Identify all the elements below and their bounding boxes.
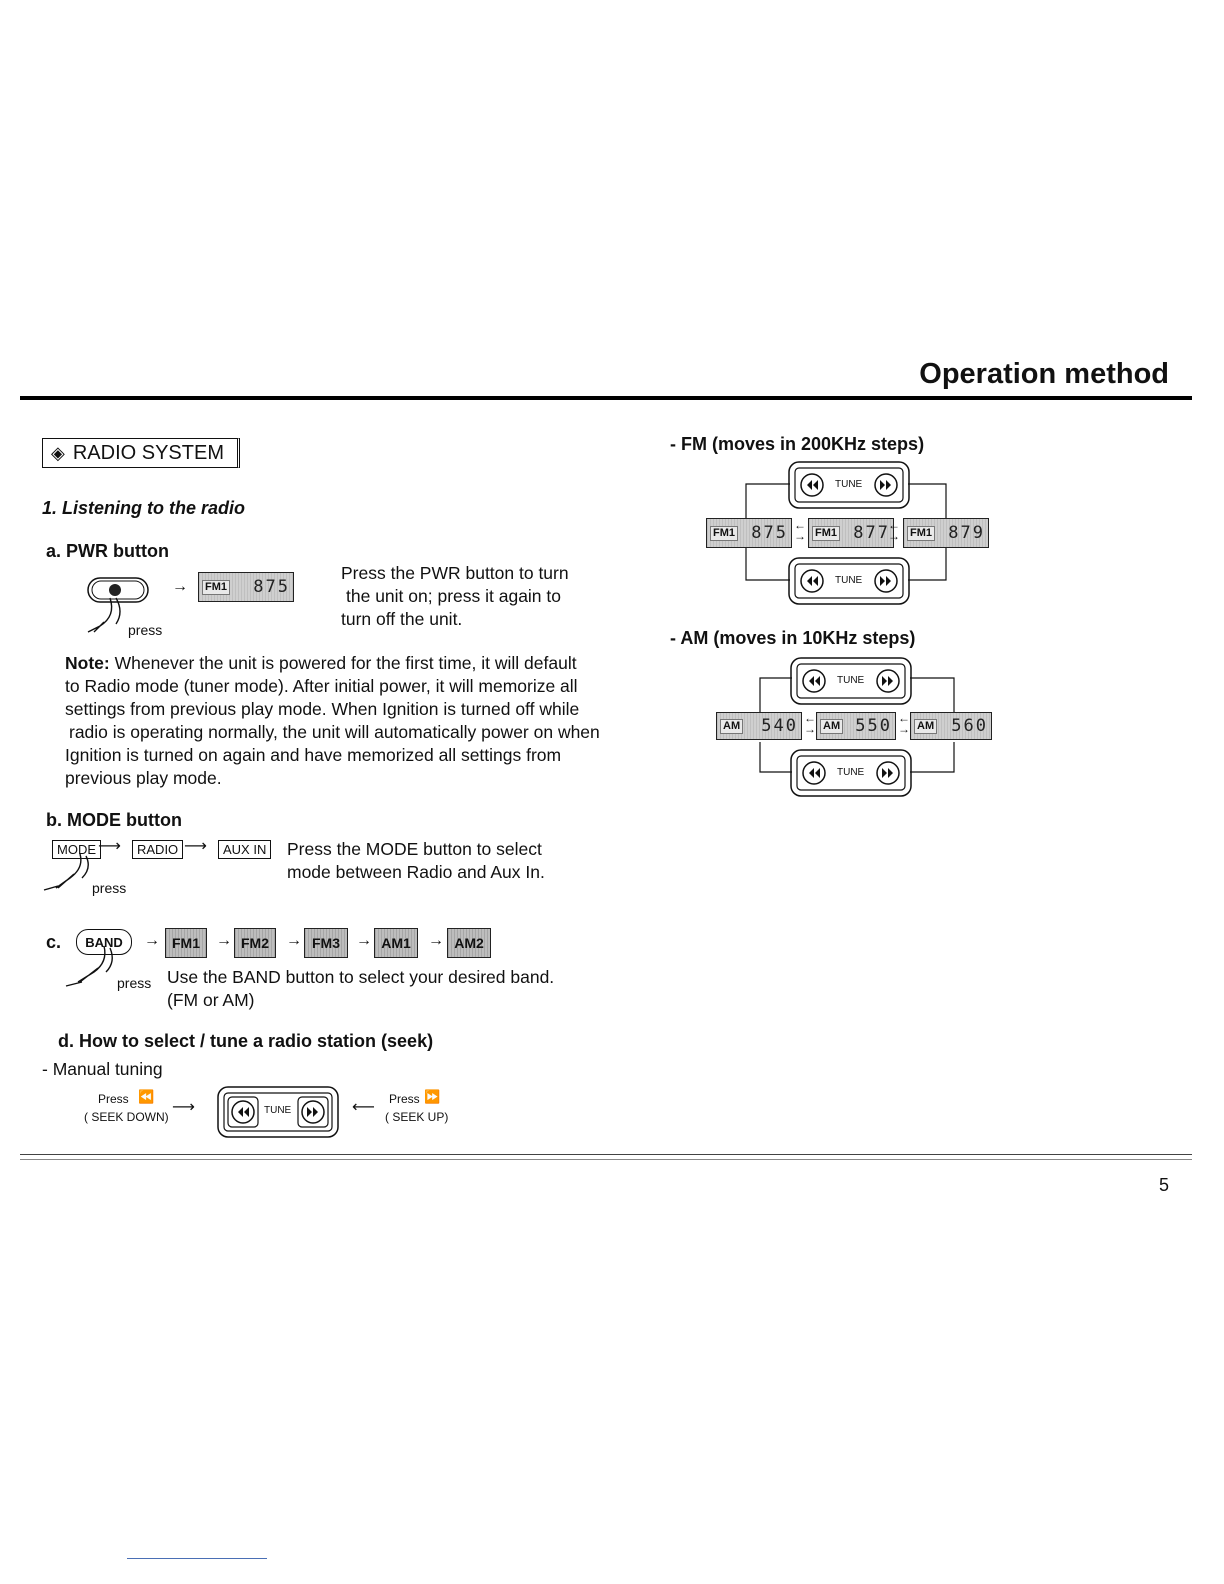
display-frequency: 540 [761, 716, 798, 736]
note-line-3: settings from previous play mode. When Ignition is turned off while [65, 699, 580, 719]
display-band-tag: AM [820, 719, 843, 734]
tune-label: TUNE [837, 675, 865, 686]
radio-mode-box: RADIO [132, 840, 183, 859]
am-display-2 [816, 712, 896, 740]
display-band-tag: FM1 [907, 526, 935, 541]
page-number: 5 [1158, 1175, 1169, 1195]
display-band-tag: AM [914, 719, 937, 734]
fm-tune-control-top [787, 460, 911, 515]
arrow-icon: → [172, 578, 188, 595]
display-frequency: 550 [855, 716, 892, 736]
am-display-3 [910, 712, 992, 740]
display-frequency: 877 [853, 523, 890, 543]
bidirectional-arrow-icon: ← → [804, 711, 816, 736]
display-frequency: 875 [751, 523, 788, 543]
note-line-6: previous play mode. [65, 768, 222, 788]
bidirectional-arrow-icon: ← → [898, 711, 910, 736]
footer-rule [20, 1154, 1192, 1155]
pwr-heading: a. PWR button [46, 541, 169, 561]
footer-underline [127, 1558, 267, 1559]
pwr-desc-1: Press the PWR button to turn [341, 563, 569, 583]
seek-up-label: ( SEEK UP) [385, 1110, 449, 1124]
display-frequency: 560 [951, 716, 988, 736]
note-line-4: radio is operating normally, the unit will automatically power on when [69, 722, 600, 742]
note-line-2: to Radio mode (tuner mode). After initial power, it will memorize all [65, 676, 578, 696]
bidirectional-arrow-icon: ← → [794, 518, 806, 543]
note-line-5: Ignition is turned on again and have memorized all settings from [65, 745, 562, 765]
display-band-tag: AM [720, 719, 743, 734]
arrow-icon: → [286, 932, 302, 949]
am-tune-control-bottom [789, 748, 913, 803]
display-band-tag: FM1 [202, 580, 230, 595]
fm-display-2 [808, 518, 894, 548]
page-title: Operation method [919, 358, 1169, 390]
display-frequency: 879 [948, 523, 985, 543]
band-letter: c. [46, 932, 62, 952]
arrow-icon: ⟶ [184, 838, 207, 855]
seek-heading: d. How to select / tune a radio station (seek) [58, 1031, 434, 1051]
press-label: press [128, 622, 163, 638]
footer-rule-thin [20, 1159, 1192, 1160]
am-display-1 [716, 712, 802, 740]
arrow-icon: ⟶ [172, 1099, 195, 1116]
band-desc-2: (FM or AM) [167, 990, 255, 1010]
tune-label: TUNE [835, 575, 863, 586]
band-desc-1: Use the BAND button to select your desired band. [167, 967, 555, 987]
pwr-desc-2: the unit on; press it again to [346, 586, 561, 606]
press-seek-up-label: Press [389, 1092, 420, 1106]
press-seek-down-label: Press [98, 1092, 129, 1106]
display-frequency: 875 [253, 577, 290, 597]
am-tune-control-top [789, 656, 913, 711]
note-label: Note: [65, 653, 110, 673]
mode-heading: b. MODE button [46, 810, 182, 830]
tune-label: TUNE [835, 479, 863, 490]
display-band-tag: FM1 [812, 526, 840, 541]
fast-forward-icon: ⏩ [424, 1089, 441, 1104]
mode-desc-1: Press the MODE button to select [287, 839, 542, 859]
fm-display-3 [903, 518, 989, 548]
band-am1: AM1 [374, 928, 418, 958]
arrow-icon: → [216, 932, 232, 949]
band-fm2: FM2 [234, 928, 276, 958]
diamond-icon: ◈ [51, 442, 65, 463]
note-text-1: Whenever the unit is powered for the first time, it will default [109, 653, 577, 673]
mode-desc-2: mode between Radio and Aux In. [287, 862, 545, 882]
press-label: press [117, 975, 152, 991]
arrow-icon: → [356, 932, 372, 949]
fm-heading: - FM (moves in 200KHz steps) [670, 434, 925, 454]
note-line-1 [65, 652, 577, 675]
seek-down-label: ( SEEK DOWN) [84, 1110, 169, 1124]
band-button: BAND [76, 929, 132, 955]
press-label: press [92, 880, 127, 896]
header-rule [20, 396, 1192, 400]
radio-system-label: RADIO SYSTEM [72, 441, 224, 464]
aux-in-mode-box: AUX IN [218, 840, 271, 859]
section-title: 1. Listening to the radio [42, 498, 246, 518]
rewind-icon: ⏪ [138, 1089, 155, 1104]
display-band-tag: FM1 [710, 526, 738, 541]
manual-tuning-label: - Manual tuning [42, 1059, 163, 1079]
band-fm1: FM1 [165, 928, 207, 958]
am-heading: - AM (moves in 10KHz steps) [670, 628, 916, 648]
bidirectional-arrow-icon: ← → [888, 518, 900, 543]
hand-press-icon [40, 852, 100, 894]
tune-label: TUNE [264, 1105, 292, 1116]
fm-tune-control-bottom [787, 556, 911, 611]
band-fm3: FM3 [304, 928, 348, 958]
tune-label: TUNE [837, 767, 865, 778]
arrow-icon: ⟵ [352, 1099, 375, 1116]
pwr-desc-3: turn off the unit. [341, 609, 463, 629]
fm-display-1 [706, 518, 792, 548]
band-am2: AM2 [447, 928, 491, 958]
arrow-icon: → [428, 932, 444, 949]
arrow-icon: ⟶ [98, 838, 121, 855]
tune-control [216, 1085, 340, 1144]
arrow-icon: → [144, 932, 160, 949]
hand-press-icon [64, 944, 124, 990]
radio-system-label-box [42, 438, 240, 468]
mode-button-box: MODE [52, 840, 101, 859]
pwr-display [198, 572, 294, 602]
